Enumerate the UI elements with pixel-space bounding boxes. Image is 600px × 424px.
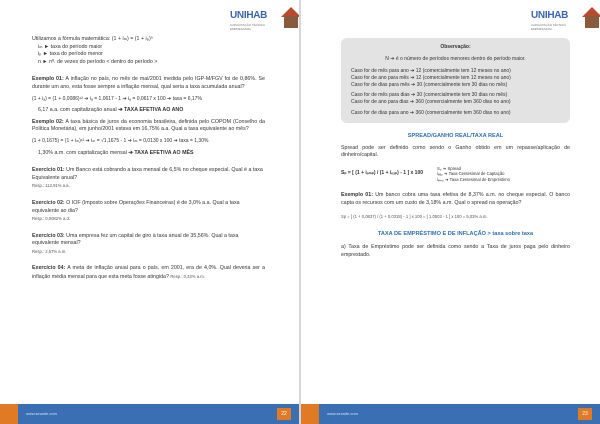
page-number: 23	[578, 408, 592, 420]
left-content	[32, 36, 265, 282]
unihab-logo	[230, 5, 299, 31]
observation-box	[341, 38, 570, 123]
exercise-04	[32, 265, 265, 281]
spread-legend	[437, 166, 510, 182]
legend-item: Sₚ ➔ Spread	[437, 165, 461, 171]
logo-subtitle: CAPACITAÇÃO TÉCNICA EMPRESARIAL	[531, 23, 566, 31]
exercise-text: A meta de inflação anual para o país, em 2001, era de 4,0%. Qual deveria ser a inflação média mensal para que esta meta fosse atingida?	[32, 265, 265, 281]
right-content	[341, 36, 570, 260]
page-number: 22	[277, 408, 291, 420]
legend-item: iₑₘₚ ➔ Taxa Centesimal de Empréstimo	[437, 176, 510, 182]
observation-line: Caso for de dias para mês ➔ 30 (comercialmente tem 30 dias no mês)	[351, 82, 508, 88]
exercise-title: Exercício 02:	[32, 199, 65, 206]
spread-definition: Spread pode ser definido como sendo o Ganho obtido em um repasse/aplicação de dinheiro/capital.	[341, 144, 570, 159]
result-label: ➔ TAXA EFETIVA AO ANO	[118, 107, 184, 114]
footer-url[interactable]: www.seusite.com	[327, 411, 358, 416]
exercise-title: Exercício 04:	[32, 265, 66, 272]
exercise-answer: Resp.: 0,0082% a.d.	[32, 216, 70, 222]
emprestimo-definition: a) Taxa de Empréstimo pode ser definida como sendo a Taxa de juros paga pelo dinheiro emprestado.	[341, 244, 570, 258]
observation-title: Observação:	[440, 44, 471, 50]
exercise-02	[32, 200, 265, 223]
exercise-title: Exercício 01:	[32, 167, 65, 174]
exercise-03	[32, 233, 265, 256]
observation-lead: N ➔ é o número de períodos menores dentro do período maior.	[385, 56, 526, 62]
example-text: Um banco cobra uma taxa efetiva de 8,37% a.m. no cheque especial. O banco capta os recursos com um custo de 3,18% a.m. Qual o spread na operação?	[341, 192, 570, 206]
unihab-logo	[531, 5, 600, 31]
result-label: ➔ TAXA EFETIVA AO MÊS	[128, 149, 194, 156]
formula-intro: Utilizamos a fórmula matemática: (1 + iₘ) = (1 + iₚ)ⁿ	[32, 36, 153, 42]
exercise-text: Um Banco está cobrando a taxa mensal de 6,5% no cheque especial. Qual é a taxa Equivalente anual?	[32, 167, 263, 181]
house-emblem-icon	[580, 7, 600, 29]
observation-group-1	[351, 68, 560, 89]
example-text: A inflação no país, no mês de mai/2001 medida pelo IGP-M/FGV foi de 0,86%. Se durante um ano, esta fosse sempre a inflação mensal, qual seria a taxa acumulada anual?	[32, 76, 265, 90]
definition: n ► nº. de vezes do período < dentro do período >	[38, 58, 158, 65]
left-page	[0, 0, 299, 424]
logo-text: UNIHAB	[531, 10, 569, 21]
example-title: Exemplo 01:	[341, 192, 373, 198]
example-title: Exemplo 02:	[32, 118, 64, 125]
house-emblem-icon	[279, 7, 299, 29]
definition: iₘ ► taxa do período maior	[38, 43, 103, 50]
observation-line: Caso for de dias para ano ➔ 360 (comercialmente tem 360 dias no ano)	[351, 110, 511, 116]
exercise-text: Uma empresa fez um capital de giro à taxa anual de 35,56%. Qual a taxa equivalente mensal?	[32, 232, 239, 247]
example-title: Exemplo 01:	[32, 76, 64, 83]
exercise-01	[32, 167, 265, 190]
logo-text: UNIHAB	[230, 10, 268, 21]
right-page	[301, 0, 600, 424]
exercise-title: Exercício 03:	[32, 232, 65, 239]
emprestimo-section-title: TAXA DE EMPRÉSTIMO E DE INFLAÇÃO > taxa sobre taxa	[377, 230, 534, 237]
footer-accent	[301, 404, 319, 424]
spread-example-01	[341, 192, 570, 207]
example-formula: (1 + iₐ) = (1 + 0,0086)¹² ➔ iₐ = 1,0617 - 1 ➔ iₐ = 0,0617 x 100 ➔ taxa = 6,17%	[32, 95, 202, 102]
result-text: 1,30% a.m. com capitalização mensal	[38, 149, 127, 156]
example-text: A taxa básica de juros da economia brasileira, definida pelo COPOM (Conselho da Política Monetária), em junho/2001 estava em 16,75% a.a. Qual a taxa equivalente ao mês?	[32, 118, 265, 133]
example-formula: Sp = [ (1 + 0,0837) / (1 + 0,0318) - 1 ] x 100 = [ 1,0503 - 1 ] x 100 = 5,03% a.m.	[341, 214, 488, 220]
page-footer	[301, 404, 600, 424]
observation-line: Caso for de ano para mês ➔ 12 (comercialmente tem 12 meses no ano)	[351, 75, 511, 81]
exercise-answer: Resp.: 112,91% a.a.	[32, 183, 70, 189]
legend-item: iₑₐₚ ➔ Taxa Centesimal de Captação	[437, 171, 505, 177]
footer-accent	[0, 404, 18, 424]
example-result	[32, 150, 265, 158]
example-01	[32, 76, 265, 91]
example-result	[32, 107, 265, 115]
observation-line: Caso for de ano para dias ➔ 360 (comercialmente tem 360 dias no ano)	[351, 99, 511, 105]
example-formula: (1 + 0,1675) = (1 + iₘ)¹² ➔ iₘ = √1,1675 - 1 ➔ iₘ = 0,0130 x 100 ➔ taxa = 1,30%	[32, 137, 209, 144]
spread-formula: Sₚ = [ (1 + iₑₘₚ) / (1 + iₑₐₚ) - 1 ] x 100	[341, 170, 424, 177]
observation-line: Caso for de mês para ano ➔ 12 (comercialmente tem 12 meses no ano)	[351, 68, 511, 74]
example-02	[32, 119, 265, 134]
logo-subtitle: CAPACITAÇÃO TÉCNICA EMPRESARIAL	[230, 23, 265, 31]
result-text: 6,17 a.a. com capitalização anual	[38, 107, 117, 114]
definition: iₚ ► taxa do período menor	[38, 51, 103, 58]
spread-section-title: SPREAD/GANHO REAL/TAXA REAL	[407, 133, 504, 139]
observation-line: Caso for de mês para dias ➔ 30 (comercialmente tem 30 dias no mês)	[351, 92, 508, 98]
spread-formula-block	[341, 166, 570, 182]
page-footer	[0, 404, 299, 424]
observation-group-2	[351, 92, 560, 117]
exercise-text: O IOF (Imposto sobre Operações Financeiras) é de 3,0% a.a. Qual a taxa equivalente ao dia?	[32, 199, 240, 214]
footer-url[interactable]: www.seusite.com	[26, 411, 57, 416]
exercise-answer: Resp.: 0,33% a.m.	[170, 274, 205, 280]
exercise-answer: Resp.: 2,57% a.m.	[32, 248, 67, 254]
